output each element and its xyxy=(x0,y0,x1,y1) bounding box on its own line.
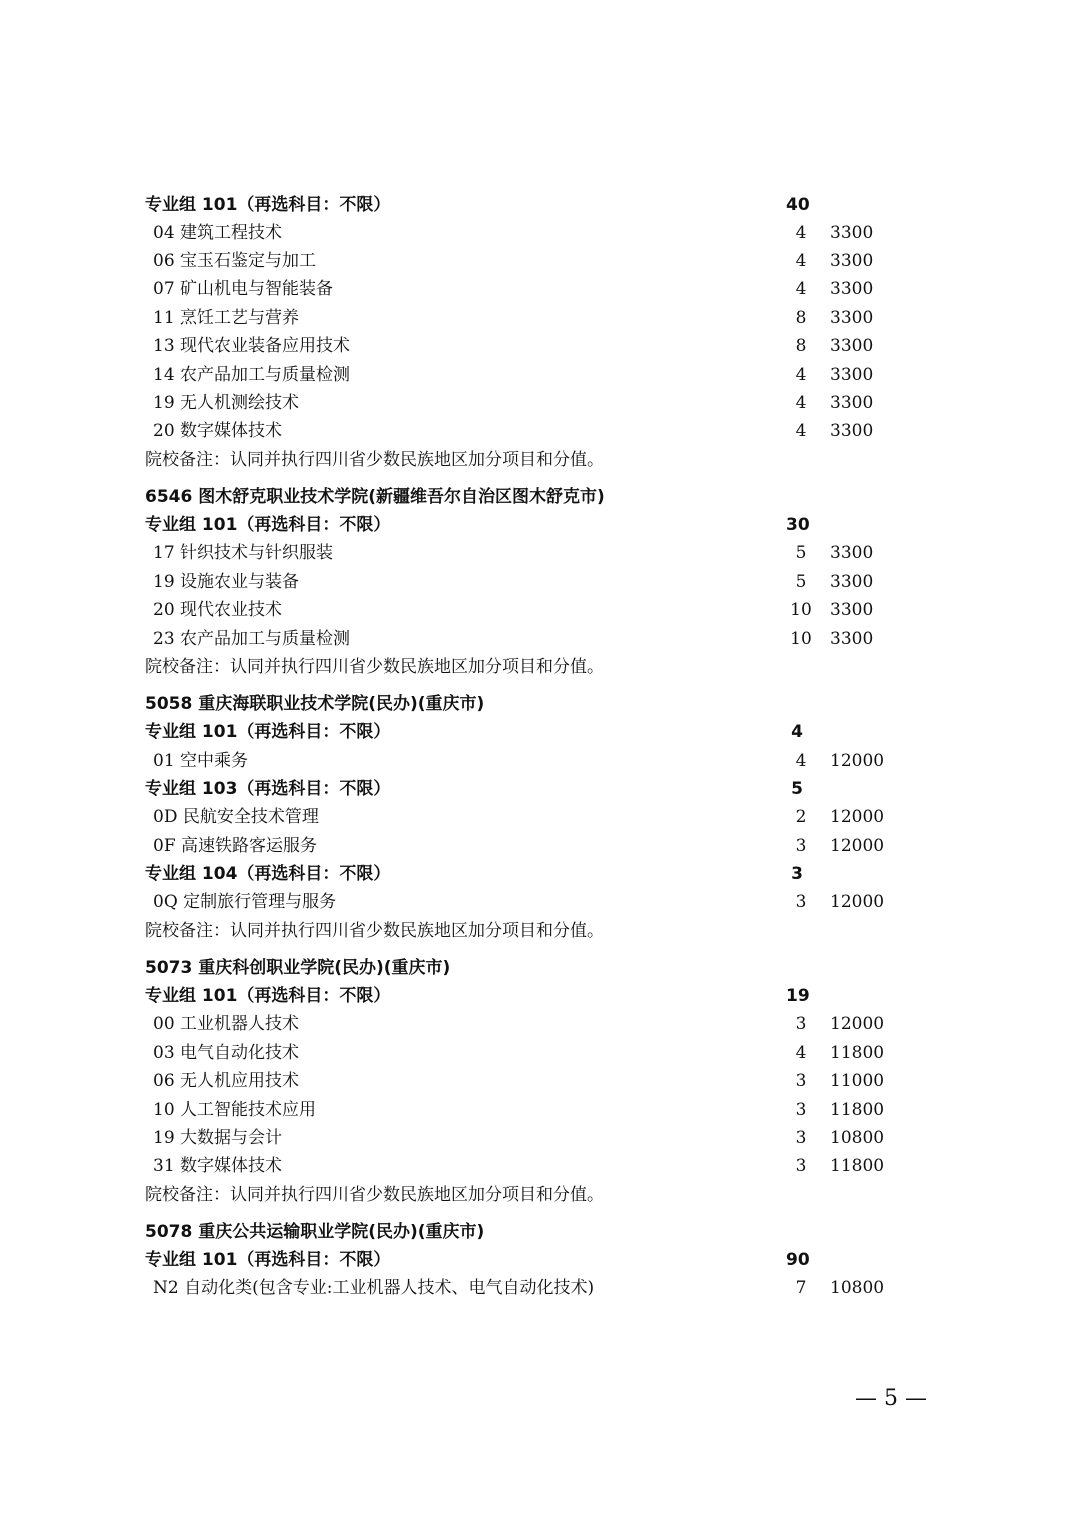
major-row xyxy=(0,568,1080,596)
major-title: 空中乘务 xyxy=(180,751,249,771)
major-code: 0Q xyxy=(153,892,178,912)
page-number: — 5 — xyxy=(855,1386,927,1411)
tuition-fee: 3300 xyxy=(830,572,874,592)
major-name xyxy=(153,1067,299,1095)
major-code: 11 xyxy=(153,308,175,328)
major-title: 自动化类(包含专业:工业机器人技术、电气自动化技术) xyxy=(184,1278,595,1298)
major-row xyxy=(0,1096,1080,1124)
major-code: 17 xyxy=(153,543,175,563)
major-name xyxy=(153,1274,594,1302)
major-code: 10 xyxy=(153,1100,175,1120)
school-header xyxy=(0,954,1080,982)
school-name: 5073 重庆科创职业学院(民办)(重庆市) xyxy=(145,958,451,978)
tuition-fee: 3300 xyxy=(830,365,874,385)
major-code: 0D xyxy=(153,807,178,827)
major-code: 19 xyxy=(153,572,175,592)
major-quota: 4 xyxy=(795,751,807,771)
tuition-fee: 3300 xyxy=(830,543,874,563)
major-quota: 4 xyxy=(795,223,807,243)
major-name xyxy=(153,275,333,303)
major-title: 数字媒体技术 xyxy=(180,1156,283,1176)
major-name xyxy=(153,1124,282,1152)
major-title: 民航安全技术管理 xyxy=(182,807,319,827)
major-code: 20 xyxy=(153,421,175,441)
major-quota: 4 xyxy=(795,421,807,441)
group-quota: 30 xyxy=(786,515,810,535)
major-name xyxy=(153,1096,316,1124)
major-title: 工业机器人技术 xyxy=(180,1014,300,1034)
tuition-fee: 12000 xyxy=(830,807,885,827)
major-title: 无人机应用技术 xyxy=(180,1071,300,1091)
major-title: 无人机测绘技术 xyxy=(180,393,300,413)
major-row xyxy=(0,219,1080,247)
school-header xyxy=(0,1218,1080,1246)
major-title: 烹饪工艺与营养 xyxy=(180,308,300,328)
major-code: 19 xyxy=(153,1128,175,1148)
major-group-title: 专业组 101（再选科目：不限） xyxy=(145,722,391,742)
major-quota: 3 xyxy=(795,1128,807,1148)
major-name xyxy=(153,1152,282,1180)
school-name: 6546 图木舒克职业技术学院(新疆维吾尔自治区图木舒克市) xyxy=(145,487,605,507)
major-title: 矿山机电与智能装备 xyxy=(180,279,334,299)
major-name xyxy=(153,832,317,860)
major-group-row xyxy=(0,191,1080,219)
major-name xyxy=(153,596,282,624)
school-note xyxy=(0,653,1080,681)
major-title: 农产品加工与质量检测 xyxy=(180,629,351,649)
major-quota: 4 xyxy=(795,365,807,385)
tuition-fee: 3300 xyxy=(830,629,874,649)
major-code: 0F xyxy=(153,836,176,856)
major-row xyxy=(0,1067,1080,1095)
major-quota: 2 xyxy=(795,807,807,827)
tuition-fee: 3300 xyxy=(830,223,874,243)
major-name xyxy=(153,888,336,916)
major-name xyxy=(153,247,316,275)
major-group-title: 专业组 101（再选科目：不限） xyxy=(145,986,391,1006)
major-group-row xyxy=(0,1246,1080,1274)
school-note xyxy=(0,446,1080,474)
major-row xyxy=(0,596,1080,624)
major-group-title: 专业组 104（再选科目：不限） xyxy=(145,864,391,884)
tuition-fee: 3300 xyxy=(830,279,874,299)
major-group-title: 专业组 101（再选科目：不限） xyxy=(145,1250,391,1270)
tuition-fee: 10800 xyxy=(830,1278,885,1298)
major-quota: 7 xyxy=(795,1278,807,1298)
major-quota: 10 xyxy=(790,629,812,649)
tuition-fee: 11800 xyxy=(830,1100,885,1120)
major-group-title: 专业组 101（再选科目：不限） xyxy=(145,515,391,535)
major-name xyxy=(153,304,299,332)
major-code: 13 xyxy=(153,336,175,356)
major-quota: 8 xyxy=(795,336,807,356)
group-quota: 40 xyxy=(786,195,810,215)
major-row xyxy=(0,1039,1080,1067)
major-title: 针织技术与针织服装 xyxy=(180,543,334,563)
major-row xyxy=(0,389,1080,417)
major-code: 19 xyxy=(153,393,175,413)
major-name xyxy=(153,361,350,389)
tuition-fee: 11000 xyxy=(830,1071,885,1091)
major-name xyxy=(153,625,350,653)
major-title: 人工智能技术应用 xyxy=(180,1100,317,1120)
tuition-fee: 12000 xyxy=(830,836,885,856)
major-title: 高速铁路客运服务 xyxy=(181,836,318,856)
major-code: 31 xyxy=(153,1156,175,1176)
major-code: 07 xyxy=(153,279,175,299)
major-row xyxy=(0,539,1080,567)
school-name: 5078 重庆公共运输职业学院(民办)(重庆市) xyxy=(145,1222,485,1242)
major-quota: 4 xyxy=(795,251,807,271)
major-code: 03 xyxy=(153,1043,175,1063)
school-note-text: 院校备注：认同并执行四川省少数民族地区加分项目和分值。 xyxy=(145,450,604,470)
group-quota: 4 xyxy=(791,722,803,742)
major-code: 23 xyxy=(153,629,175,649)
tuition-fee: 3300 xyxy=(830,251,874,271)
major-name xyxy=(153,332,350,360)
major-quota: 10 xyxy=(790,600,812,620)
group-quota: 19 xyxy=(786,986,810,1006)
major-title: 宝玉石鉴定与加工 xyxy=(180,251,317,271)
major-code: 06 xyxy=(153,251,175,271)
major-title: 农产品加工与质量检测 xyxy=(180,365,351,385)
major-row xyxy=(0,1274,1080,1302)
tuition-fee: 3300 xyxy=(830,393,874,413)
school-note xyxy=(0,917,1080,945)
major-title: 电气自动化技术 xyxy=(180,1043,300,1063)
major-title: 现代农业技术 xyxy=(180,600,283,620)
major-quota: 3 xyxy=(795,892,807,912)
tuition-fee: 11800 xyxy=(830,1156,885,1176)
major-name xyxy=(153,568,299,596)
school-note-text: 院校备注：认同并执行四川省少数民族地区加分项目和分值。 xyxy=(145,921,604,941)
major-title: 建筑工程技术 xyxy=(180,223,283,243)
major-row xyxy=(0,747,1080,775)
major-quota: 3 xyxy=(795,1071,807,1091)
major-row xyxy=(0,1124,1080,1152)
major-quota: 3 xyxy=(795,1100,807,1120)
school-note xyxy=(0,1181,1080,1209)
major-row xyxy=(0,832,1080,860)
tuition-fee: 11800 xyxy=(830,1043,885,1063)
tuition-fee: 3300 xyxy=(830,336,874,356)
major-name xyxy=(153,417,282,445)
major-code: 20 xyxy=(153,600,175,620)
major-row xyxy=(0,361,1080,389)
major-quota: 4 xyxy=(795,279,807,299)
major-code: N2 xyxy=(153,1278,179,1298)
major-quota: 3 xyxy=(795,1014,807,1034)
major-quota: 4 xyxy=(795,1043,807,1063)
group-quota: 5 xyxy=(791,779,803,799)
major-row xyxy=(0,332,1080,360)
tuition-fee: 12000 xyxy=(830,1014,885,1034)
tuition-fee: 12000 xyxy=(830,751,885,771)
school-header xyxy=(0,690,1080,718)
major-group-title: 专业组 101（再选科目：不限） xyxy=(145,195,391,215)
major-code: 06 xyxy=(153,1071,175,1091)
major-title: 现代农业装备应用技术 xyxy=(180,336,351,356)
major-quota: 5 xyxy=(795,543,807,563)
tuition-fee: 3300 xyxy=(830,600,874,620)
major-group-row xyxy=(0,982,1080,1010)
major-group-row xyxy=(0,775,1080,803)
school-header xyxy=(0,483,1080,511)
major-quota: 3 xyxy=(795,1156,807,1176)
major-title: 定制旅行管理与服务 xyxy=(183,892,337,912)
major-quota: 4 xyxy=(795,393,807,413)
major-row xyxy=(0,625,1080,653)
major-name xyxy=(153,1039,299,1067)
major-name xyxy=(153,219,282,247)
major-title: 设施农业与装备 xyxy=(180,572,300,592)
major-quota: 8 xyxy=(795,308,807,328)
major-row xyxy=(0,1152,1080,1180)
major-code: 14 xyxy=(153,365,175,385)
major-row xyxy=(0,304,1080,332)
major-code: 00 xyxy=(153,1014,175,1034)
major-group-row xyxy=(0,718,1080,746)
major-title: 数字媒体技术 xyxy=(180,421,283,441)
major-group-row xyxy=(0,860,1080,888)
major-row xyxy=(0,888,1080,916)
tuition-fee: 3300 xyxy=(830,421,874,441)
major-group-title: 专业组 103（再选科目：不限） xyxy=(145,779,391,799)
group-quota: 90 xyxy=(786,1250,810,1270)
major-row xyxy=(0,1010,1080,1038)
major-row xyxy=(0,275,1080,303)
school-name: 5058 重庆海联职业技术学院(民办)(重庆市) xyxy=(145,694,485,714)
major-row xyxy=(0,247,1080,275)
major-name xyxy=(153,1010,299,1038)
major-quota: 5 xyxy=(795,572,807,592)
tuition-fee: 3300 xyxy=(830,308,874,328)
group-quota: 3 xyxy=(791,864,803,884)
school-note-text: 院校备注：认同并执行四川省少数民族地区加分项目和分值。 xyxy=(145,1185,604,1205)
major-code: 01 xyxy=(153,751,175,771)
major-name xyxy=(153,747,248,775)
tuition-fee: 12000 xyxy=(830,892,885,912)
major-row xyxy=(0,417,1080,445)
major-name xyxy=(153,539,333,567)
major-code: 04 xyxy=(153,223,175,243)
major-title: 大数据与会计 xyxy=(180,1128,283,1148)
school-note-text: 院校备注：认同并执行四川省少数民族地区加分项目和分值。 xyxy=(145,657,604,677)
major-quota: 3 xyxy=(795,836,807,856)
major-name xyxy=(153,389,299,417)
major-name xyxy=(153,803,319,831)
tuition-fee: 10800 xyxy=(830,1128,885,1148)
major-group-row xyxy=(0,511,1080,539)
major-row xyxy=(0,803,1080,831)
